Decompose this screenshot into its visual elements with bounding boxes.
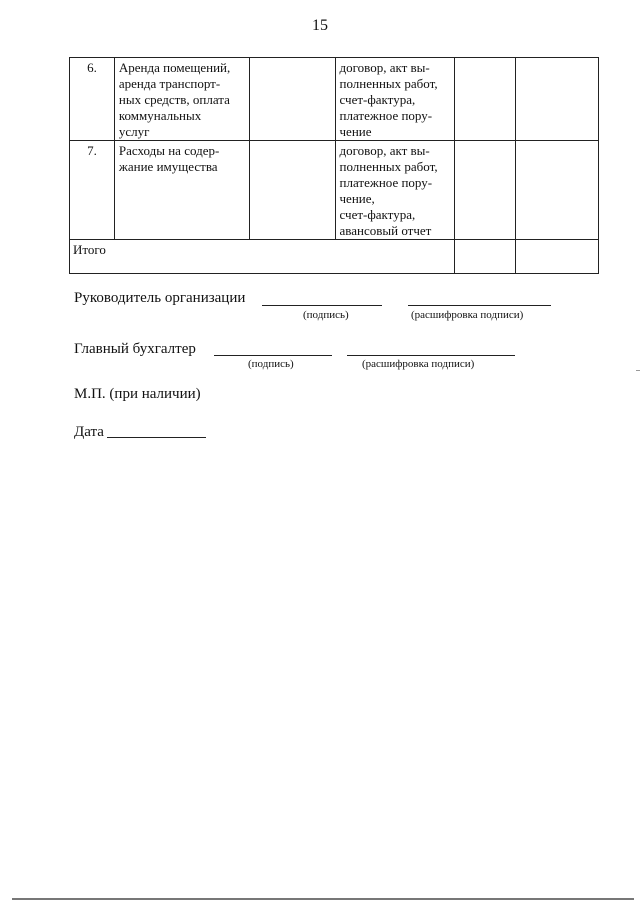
text-line: услуг	[118, 124, 150, 139]
text-line: Расходы на содер-	[118, 143, 220, 158]
chief-accountant-label: Главный бухгалтер	[74, 341, 196, 357]
text-line: договор, акт вы-	[339, 143, 430, 158]
accountant-decoding-line	[347, 355, 515, 356]
accountant-decoding-caption: (расшифровка подписи)	[362, 358, 475, 370]
table-row	[70, 141, 599, 240]
text-line: полненных работ,	[339, 76, 438, 91]
head-decoding-caption: (расшифровка подписи)	[411, 309, 524, 321]
head-signature-caption: (подпись)	[303, 309, 349, 321]
page-bottom-rule	[12, 898, 634, 900]
text-line: жание имущества	[118, 159, 218, 174]
total-empty-cell	[455, 240, 516, 274]
text-line: счет-фактура,	[339, 92, 416, 107]
empty-cell	[455, 58, 516, 141]
expense-name	[114, 141, 249, 240]
head-signature-line	[262, 305, 382, 306]
total-label: Итого	[70, 240, 455, 274]
date-line	[107, 437, 206, 438]
row-number: 7.	[70, 141, 115, 240]
amount-cell	[249, 58, 335, 141]
empty-cell	[455, 141, 516, 240]
head-decoding-line	[408, 305, 551, 306]
text-line: платежное пору-	[339, 108, 433, 123]
text-line: чение	[339, 124, 372, 139]
table-body	[70, 58, 599, 274]
empty-cell	[516, 58, 599, 141]
text-line: чение,	[339, 191, 375, 206]
table-row	[70, 58, 599, 141]
page-number: 15	[312, 17, 328, 34]
accountant-signature-line	[214, 355, 332, 356]
text-line: аренда транспорт-	[118, 76, 221, 91]
text-line: договор, акт вы-	[339, 60, 430, 75]
date-label: Дата	[74, 424, 104, 440]
text-line: коммунальных	[118, 108, 202, 123]
amount-cell	[249, 141, 335, 240]
text-line: Аренда помещений,	[118, 60, 231, 75]
row-number: 6.	[70, 58, 115, 141]
margin-mark	[636, 370, 640, 371]
total-row	[70, 240, 599, 274]
text-line: авансовый отчет	[339, 223, 432, 238]
stamp-label: М.П. (при наличии)	[74, 386, 201, 402]
empty-cell	[516, 141, 599, 240]
text-line: полненных работ,	[339, 159, 438, 174]
supporting-docs	[335, 58, 455, 141]
head-of-organization-label: Руководитель организации	[74, 290, 246, 306]
text-line: ных средств, оплата	[118, 92, 230, 107]
text-line: счет-фактура,	[339, 207, 416, 222]
expense-table	[69, 57, 599, 274]
text-line: платежное пору-	[339, 175, 433, 190]
total-empty-cell	[516, 240, 599, 274]
expense-name	[114, 58, 249, 141]
accountant-signature-caption: (подпись)	[248, 358, 294, 370]
supporting-docs	[335, 141, 455, 240]
